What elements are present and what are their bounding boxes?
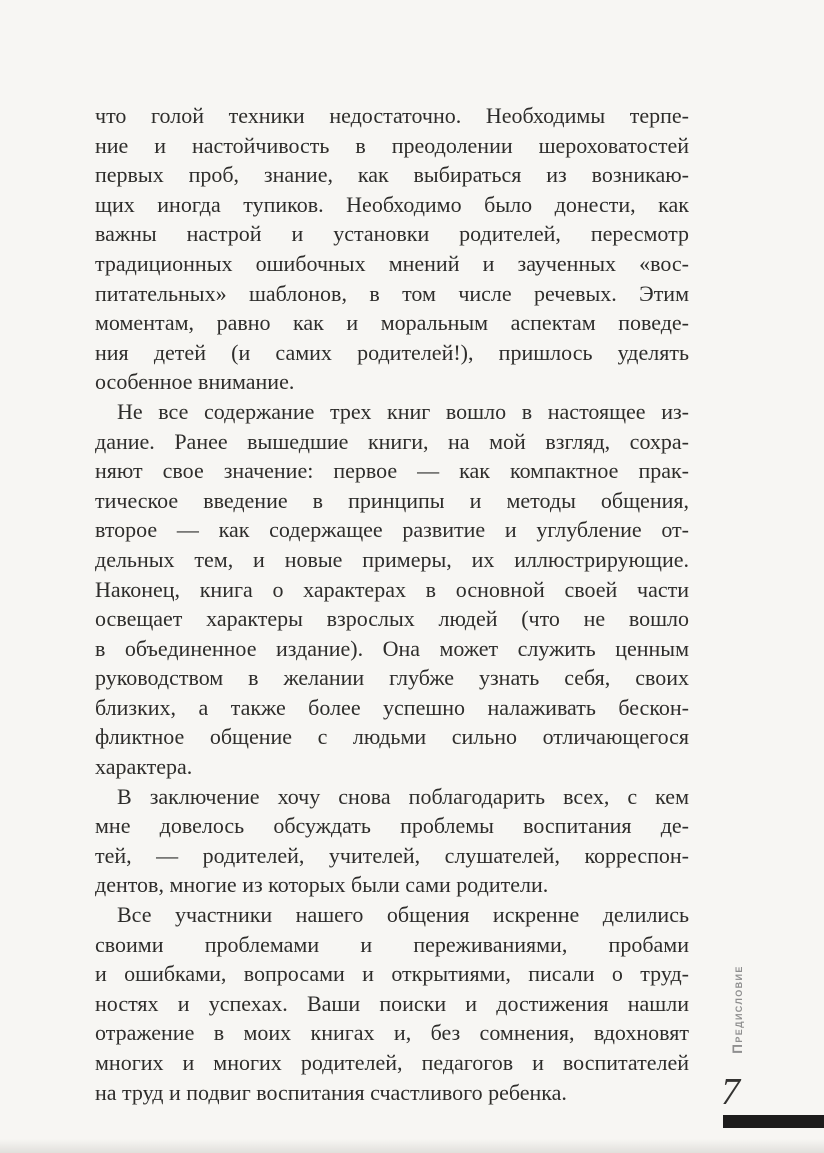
chapter-sidebar-label bbox=[725, 953, 749, 1065]
text-line: отражение в моих книгах и, без сомнения, вдохновят bbox=[95, 1020, 689, 1046]
text-line: ностях и успехах. Ваши поиски и достижения нашли bbox=[95, 990, 689, 1016]
text-line: на труд и подвиг воспитания счастливого ребенка. bbox=[95, 1079, 567, 1105]
chapter-label-text: Предисловие bbox=[729, 964, 745, 1054]
text-line: первых проб, знание, как выбираться из возникаю- bbox=[95, 162, 689, 188]
text-line: мне довелось обсуждать проблемы воспитания де- bbox=[95, 813, 689, 839]
text-line: характера. bbox=[95, 754, 193, 780]
text-line: руководством в желании глубже узнать себя, своих bbox=[95, 665, 689, 691]
text-line: В заключение хочу снова поблагодарить всех, с кем bbox=[117, 783, 689, 809]
text-line: Все участники нашего общения искренне делились bbox=[117, 902, 689, 928]
text-line: щих иногда тупиков. Необходимо было донести, как bbox=[95, 191, 689, 217]
text-line: дельных тем, и новые примеры, их иллюстрирующие. bbox=[95, 546, 689, 572]
text-line: в объединенное издание). Она может служить ценным bbox=[95, 635, 689, 661]
paragraph bbox=[95, 782, 689, 900]
text-line: и ошибками, вопросами и открытиями, писали о труд- bbox=[95, 961, 689, 987]
text-block bbox=[95, 101, 689, 1107]
text-line: второе — как содержащее развитие и углубление от- bbox=[95, 517, 689, 543]
text-line: что голой техники недостаточно. Необходимы терпе- bbox=[95, 103, 689, 128]
text-line: няют свое значение: первое — как компактное прак- bbox=[95, 458, 689, 484]
text-line: своими проблемами и переживаниями, пробами bbox=[95, 931, 689, 957]
page-bottom-shadow bbox=[0, 1139, 824, 1153]
page-number: 7 bbox=[721, 1071, 740, 1113]
text-line: традиционных ошибочных мнений и заученных «вос- bbox=[95, 250, 689, 276]
text-line: ние и настойчивость в преодолении шероховатостей bbox=[95, 132, 689, 158]
text-line: фликтное общение с людьми сильно отличающегося bbox=[95, 724, 689, 750]
text-line: моментам, равно как и моральным аспектам поведе- bbox=[95, 310, 689, 336]
text-line: дентов, многие из которых были сами родители. bbox=[95, 872, 549, 898]
text-line: близких, а также более успешно налаживать бескон- bbox=[95, 694, 689, 720]
text-line: освещает характеры взрослых людей (что не вошло bbox=[95, 606, 689, 632]
text-line: важны настрой и установки родителей, пересмотр bbox=[95, 221, 689, 247]
text-line: Наконец, книга о характерах в основной своей части bbox=[95, 576, 689, 602]
text-line: тей, — родителей, учителей, слушателей, корреспон- bbox=[95, 842, 689, 868]
paragraph bbox=[95, 397, 689, 782]
text-line: питательных» шаблонов, в том числе речевых. Этим bbox=[95, 280, 689, 306]
paragraph bbox=[95, 101, 689, 397]
text-line: ния детей (и самих родителей!), пришлось уделять bbox=[95, 339, 689, 365]
text-line: особенное внимание. bbox=[95, 369, 295, 395]
text-line: Не все содержание трех книг вошло в настоящее из- bbox=[117, 398, 689, 424]
text-line: многих и многих родителей, педагогов и воспитателей bbox=[95, 1050, 689, 1075]
text-line: дание. Ранее вышедшие книги, на мой взгляд, сохра- bbox=[95, 428, 689, 454]
footer-bar bbox=[723, 1115, 824, 1128]
paragraph bbox=[95, 900, 689, 1107]
text-line: тическое введение в принципы и методы общения, bbox=[95, 487, 689, 513]
